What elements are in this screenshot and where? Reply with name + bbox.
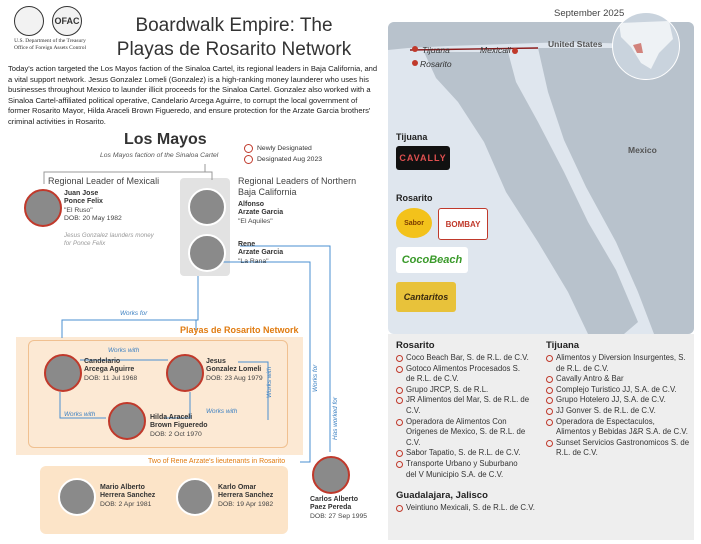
list-item: Gotoco Alimentos Procesados S. de R.L. de C.V. (396, 364, 530, 385)
hilda-name-2: Brown Figueredo (150, 422, 208, 430)
map-label-us: United States (548, 39, 603, 49)
bombay-logo: BOMBAY (438, 208, 488, 240)
page-title: Boardwalk Empire: The Playas de Rosarito Network (116, 15, 352, 60)
alfonso-info (238, 201, 283, 226)
rene-alias: "La Rana" (238, 257, 269, 265)
org-subtitle: Los Mayos faction of the Sinaloa Cartel (100, 152, 219, 159)
cavally-logo: CAVALLY (396, 146, 450, 170)
rene-info (238, 241, 283, 266)
list-item: Sunset Servicios Gastronomicos S. de R.L. de C.V. (546, 438, 690, 459)
map-label-rosarito: Rosarito (420, 59, 452, 69)
mario-info (100, 484, 155, 509)
inset-shapes (613, 13, 679, 79)
karlo-info (218, 484, 273, 509)
list-item: JR Alimentos del Mar, S. de R.L. de C.V. (396, 395, 530, 416)
rene-name-1: Rene (238, 241, 256, 248)
legend-aug-dot (244, 155, 253, 164)
mario-name-1: Mario Alberto (100, 484, 145, 491)
link-works-for-1: Works for (120, 310, 148, 317)
map-section-tijuana: Tijuana (396, 132, 428, 142)
list-item: Complejo Turistico JJ, S.A. de C.V. (546, 385, 690, 396)
rene-name-2: Arzate Garcia (238, 249, 284, 257)
mexicali-marker (512, 48, 518, 54)
juan-jose-name-2: Ponce Felix (64, 198, 103, 206)
carlos-name-1: Carlos Alberto (310, 496, 358, 503)
tijuana-marker (412, 46, 418, 52)
juan-jose-info (64, 190, 122, 224)
list-item: JJ Gonver S. de R.L. de C.V. (546, 406, 690, 417)
juan-jose-dob: DOB: 20 May 1982 (64, 215, 122, 223)
karlo-dob: DOB: 19 Apr 1982 (218, 500, 274, 508)
list-item: Grupo JRCP, S. de R.L. (396, 385, 530, 396)
hilda-info (150, 414, 208, 439)
sabor-logo: Sabor (396, 208, 432, 238)
legend-aug (244, 155, 322, 164)
carlos-info (310, 496, 367, 521)
lieutenants-label: Two of Rene Arzate's lieutenants in Rosarito (148, 458, 286, 465)
alfonso-name-1: Alfonso (238, 201, 265, 208)
hilda-dob: DOB: 2 Oct 1970 (150, 430, 202, 438)
jesus-name-1: Jesus (206, 358, 226, 365)
baja-role: Regional Leaders of Northern Baja California (238, 176, 357, 197)
list-item: Alimentos y Diversion Insurgentes, S. de R.L. de C.V. (546, 353, 690, 374)
jesus-name-2: Gonzalez Lomeli (206, 366, 262, 374)
list-item: Veintiuno Mexicali, S. de R.L. de C.V. (396, 503, 536, 514)
mario-name-2: Herrera Sanchez (100, 492, 156, 500)
karlo-name-1: Karlo Omar (218, 484, 257, 491)
rosarito-marker (412, 60, 418, 66)
list-item: Sabor Tapatio, S. de R.L. de C.V. (396, 448, 530, 459)
carlos-dob: DOB: 27 Sep 1995 (310, 512, 368, 520)
juan-jose-note: Jesus Gonzalez launders money for Ponce Felix (64, 232, 154, 247)
hilda-name-1: Hilda Araceli (150, 414, 193, 421)
map-label-mexico: Mexico (628, 145, 657, 155)
candelario-dob: DOB: 11 Jul 1968 (84, 374, 138, 382)
karlo-photo (176, 478, 214, 516)
juan-jose-name-1: Juan Jose (64, 190, 99, 197)
link-works-with-4: Works with (266, 366, 273, 398)
agency-line-1: U.S. Department of the Treasury (14, 38, 86, 44)
link-works-with-2: Works with (64, 411, 96, 418)
legend-new-dot (244, 144, 253, 153)
link-works-for-2: Works for (312, 364, 319, 392)
link-has-worked-for: Has worked for (332, 397, 339, 440)
jesus-photo (166, 354, 204, 392)
alfonso-name-2: Arzate Garcia (238, 209, 284, 217)
hilda-photo (108, 402, 146, 440)
mario-dob: DOB: 2 Apr 1981 (100, 500, 152, 508)
rene-photo (188, 234, 226, 272)
cantaritos-logo: Cantaritos (396, 282, 456, 312)
rosarito-entity-list (396, 353, 530, 480)
locator-inset-map (612, 12, 680, 80)
map-section-rosarito: Rosarito (396, 193, 433, 203)
candelario-name-2: Arcega Aguirre (84, 366, 135, 374)
alfonso-photo (188, 188, 226, 226)
list-item: Operadora de Alimentos Con Origenes de Mexico, S. de R.L. de C.V. (396, 417, 530, 449)
cocobeach-logo: CocoBeach (396, 247, 468, 273)
date-label: September 2025 (554, 8, 625, 19)
candelario-info (84, 358, 137, 383)
list-item: Grupo Hotelero JJ, S.A. de C.V. (546, 395, 690, 406)
list-item: Operadora de Espectaculos, Alimentos y Bebidas J&R S.A. de C.V. (546, 417, 690, 438)
jesus-info (206, 358, 263, 383)
tijuana-entity-list (546, 353, 690, 459)
link-works-with-1: Works with (108, 347, 140, 354)
map-label-mexicali: Mexicali (480, 45, 511, 55)
legend-aug-label: Designated Aug 2023 (257, 156, 323, 163)
org-title: Los Mayos (124, 131, 207, 148)
candelario-name-1: Candelario (84, 358, 121, 365)
map-label-tijuana: Tijuana (422, 45, 450, 55)
list-item: Transporte Urbano y Suburbano del V Municipio S.A. de C.V. (396, 459, 530, 480)
network-title: Playas de Rosarito Network (180, 325, 299, 335)
juan-jose-photo (24, 189, 62, 227)
legend-new-label: Newly Designated (257, 145, 312, 152)
agency-line-2: Office of Foreign Assets Control (13, 45, 86, 51)
tijuana-list-title: Tijuana (546, 340, 580, 351)
intro-text: Today's action targeted the Los Mayos faction of the Sinaloa Cartel, its regional leaders in Baja California, and a vital support network. Jesus Gonzalez Lomeli (Gonzalez) is a high-ranking money launderer who uses his businesses throughout Mexico to launder illicit proceeds for the Sinaloa Cartel. Gonzalez also worked with a Sinaloa Cartel-affiliated political operative, Candelario Arcega Aguirre, to corrupt the local government of former Rosarito Mayor, Hilda Araceli Brown Figueredo, and ensure protection for the Arzate Garcia brothers' criminal activities in Rosarito. (8, 64, 378, 126)
alfonso-alias: "El Aquiles" (238, 217, 273, 225)
mexicali-role: Regional Leader of Mexicali (48, 176, 160, 186)
ofac-seal: OFAC (52, 6, 82, 36)
link-works-with-3: Works with (206, 408, 238, 415)
rosarito-list-title: Rosarito (396, 340, 435, 351)
juan-jose-alias: "El Ruso" (64, 206, 93, 214)
carlos-photo (312, 456, 350, 494)
karlo-name-2: Herrera Sanchez (218, 492, 274, 500)
jesus-dob: DOB: 23 Aug 1979 (206, 374, 263, 382)
guadalajara-list-title: Guadalajara, Jalisco (396, 490, 488, 501)
candelario-photo (44, 354, 82, 392)
list-item: Cavally Antro & Bar (546, 374, 690, 385)
carlos-name-2: Paez Pereda (310, 504, 352, 512)
legend-new (244, 144, 312, 153)
mario-photo (58, 478, 96, 516)
guadalajara-entity-list (396, 503, 536, 514)
list-item: Coco Beach Bar, S. de R.L. de C.V. (396, 353, 530, 364)
